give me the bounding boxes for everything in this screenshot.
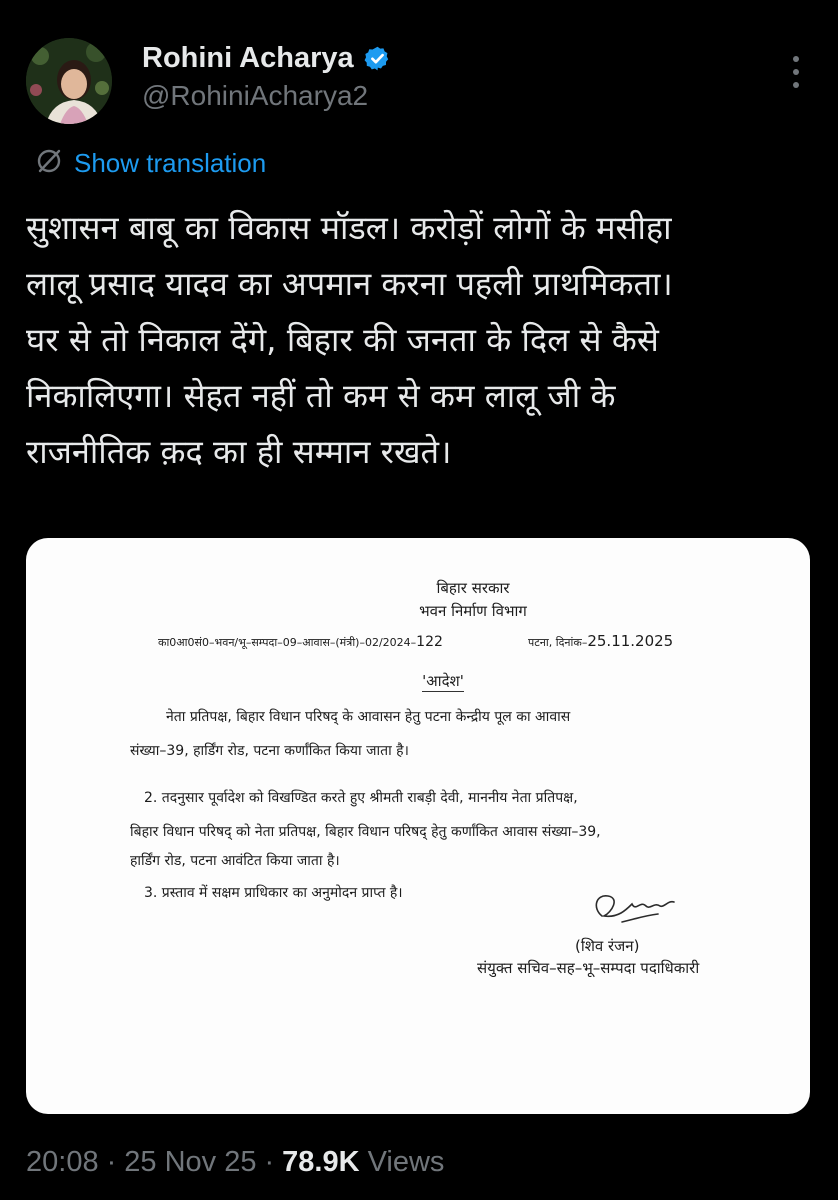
tweet-text: सुशासन बाबू का विकास मॉडल। करोड़ों लोगों के मसीहा लालू प्रसाद यादव का अपमान करना पहली प्राथमिकता। घर से तो निकाल देंगे, बिहार की जनता के दिल से कैसे निकालिएगा। सेहत नहीं तो कम से कम लालू जी के राजनीतिक क़द का ही सम्मान रखते। [26, 209, 673, 471]
document-heading-government: बिहार सरकार [436, 579, 510, 597]
signatory-name: (शिव रंजन) [575, 937, 640, 955]
author-handle[interactable]: @RohiniAcharya2 [142, 80, 369, 111]
views[interactable] [282, 1146, 444, 1179]
dot-icon [793, 82, 799, 88]
meta-separator: · [264, 1146, 275, 1178]
document-paragraph-1-line-1: नेता प्रतिपक्ष, बिहार विधान परिषद् के आवासन हेतु पटना केन्द्रीय पूल का आवास [166, 709, 571, 725]
avatar-photo [26, 38, 112, 124]
document-paragraph-2-line-2: बिहार विधान परिषद् को नेता प्रतिपक्ष, बिहार विधान परिषद् हेतु कर्णांकित आवास संख्या–39, [130, 824, 601, 840]
views-label: Views [367, 1146, 445, 1178]
handwritten-signature [562, 886, 702, 940]
document-ref-number: 122 [416, 634, 443, 650]
document-paragraph-1-line-2: संख्या–39, हार्डिंग रोड, पटना कर्णांकित किया जाता है। [130, 743, 409, 759]
tweet-media-image[interactable] [26, 538, 810, 1114]
show-translation-link[interactable] [34, 146, 266, 180]
views-count: 78.9K [282, 1146, 360, 1178]
tweet-date[interactable]: 25 Nov 25 [124, 1146, 257, 1178]
tweet-meta [26, 1146, 444, 1179]
dot-icon [793, 69, 799, 75]
document-paragraph-2-line-3: हार्डिंग रोड, पटना आवंटित किया जाता है। [130, 853, 340, 869]
translate-globe-icon [34, 146, 64, 180]
document-paragraph-2-line-1: 2. तदनुसार पूर्वादेश को विखण्डित करते हुए श्रीमती राबड़ी देवी, माननीय नेता प्रतिपक्ष, [144, 790, 578, 806]
author-display-name[interactable]: Rohini Acharya [142, 42, 354, 74]
verified-badge-icon [364, 45, 391, 72]
document-date [528, 632, 673, 650]
tweet-time[interactable]: 20:08 [26, 1146, 99, 1178]
document-reference [158, 634, 443, 650]
more-options-button[interactable] [790, 56, 802, 88]
dot-icon [793, 56, 799, 62]
document-order-title: 'आदेश' [422, 672, 464, 690]
avatar[interactable] [26, 38, 112, 124]
author-name-row[interactable] [142, 42, 391, 75]
government-order-document [26, 538, 810, 1114]
document-heading-department: भवन निर्माण विभाग [419, 602, 527, 620]
show-translation-label[interactable]: Show translation [74, 147, 267, 178]
document-date-value: 25.11.2025 [587, 632, 674, 650]
signatory-designation: संयुक्त सचिव–सह–भू–सम्पदा पदाधिकारी [477, 959, 700, 977]
meta-separator: · [106, 1146, 117, 1178]
document-paragraph-3: 3. प्रस्ताव में सक्षम प्राधिकार का अनुमोदन प्राप्त है। [144, 885, 403, 901]
document-ref-prefix: का0आ0सं0–भवन/भू–सम्पदा–09–आवास–(मंत्री)–02/2024– [158, 636, 417, 649]
document-date-prefix: पटना, दिनांक– [528, 636, 588, 649]
